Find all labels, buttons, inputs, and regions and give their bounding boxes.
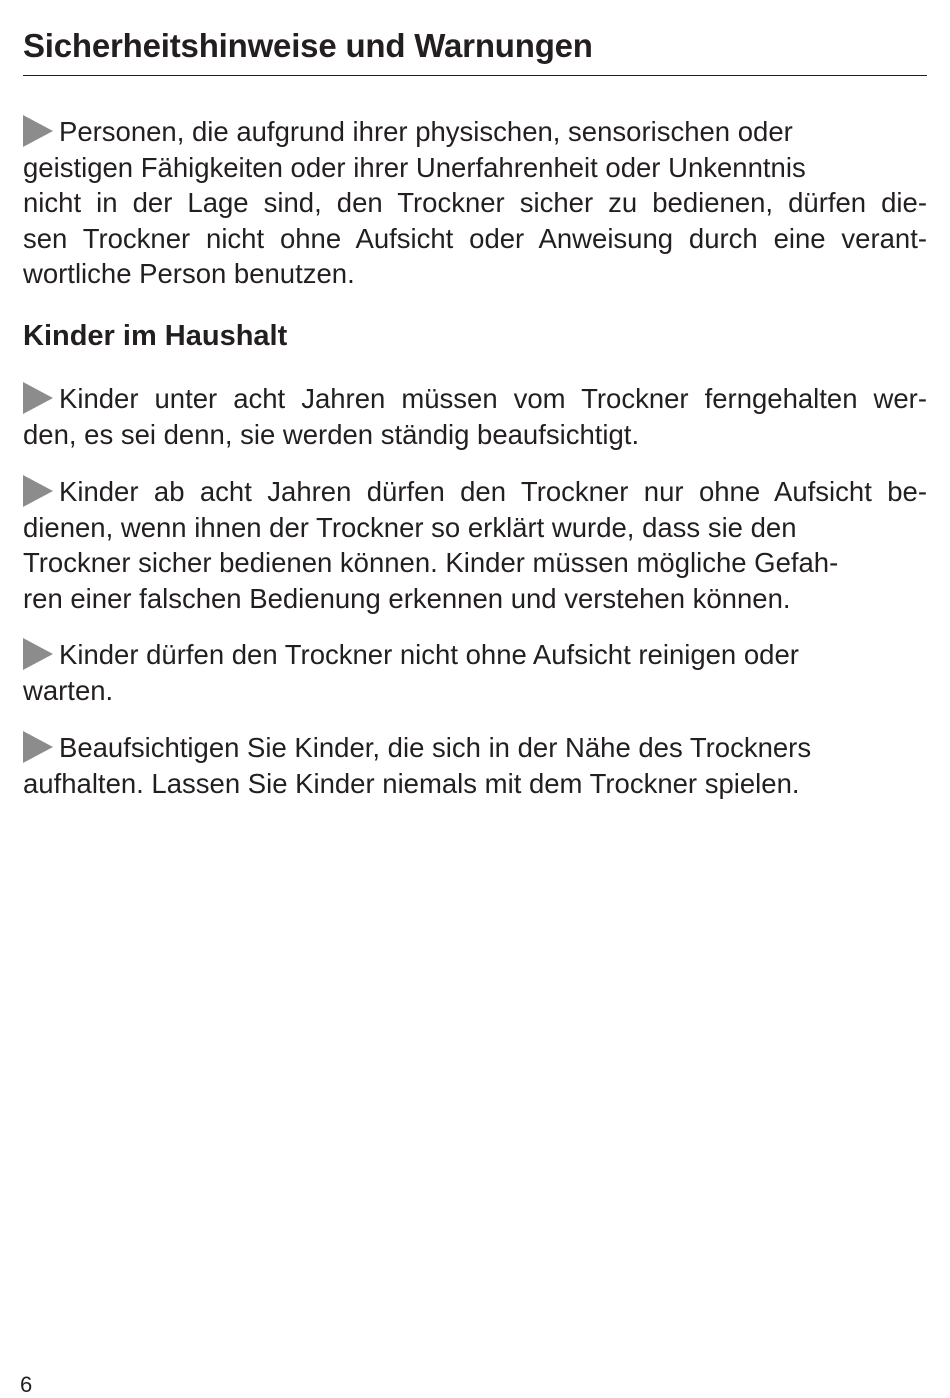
page-title: Sicherheitshinweise und Warnungen [23,27,593,64]
section-heading-kinder: Kinder im Haushalt [23,320,288,352]
paragraph-line: Kinder dürfen den Trockner nicht ohne Aufsicht reinigen oder [23,637,927,673]
warning-paragraph-kinder-2 [23,474,927,616]
paragraph-line: aufhalten. Lassen Sie Kinder niemals mit dem Trockner spielen. [23,767,800,799]
paragraph-line: wortliche Person benutzen. [23,258,355,289]
paragraph-line: sen Trockner nicht ohne Aufsicht oder Anweisung durch eine verant- [23,222,927,254]
page-number: 6 [20,1372,33,1397]
warning-paragraph-kinder-4 [23,730,927,801]
triangle-right-icon [23,382,53,414]
paragraph-line: Kinder unter acht Jahren müssen vom Trockner ferngehalten wer- [23,381,927,417]
paragraph-line: Personen, die aufgrund ihrer physischen, sensorischen oder [23,114,927,150]
paragraph-line: Trockner sicher bedienen können. Kinder müssen mögliche Gefah- [23,547,839,578]
warning-paragraph-kinder-3 [23,637,927,708]
triangle-right-icon [23,475,53,507]
paragraph-line: den, es sei denn, sie werden ständig beaufsichtigt. [23,418,640,450]
paragraph-line: ren einer falschen Bedienung erkennen und verstehen können. [23,582,791,614]
paragraph-line: nicht in der Lage sind, den Trockner sicher zu bedienen, dürfen die- [23,187,927,218]
title-divider [23,75,927,76]
paragraph-line: warten. [23,674,114,706]
triangle-right-icon [23,638,53,670]
warning-paragraph-kinder-1 [23,381,927,452]
warning-paragraph-personen [23,114,927,292]
paragraph-line: geistigen Fähigkeiten oder ihrer Unerfahrenheit oder Unkenntnis [23,151,806,183]
paragraph-line: dienen, wenn ihnen der Trockner so erklärt wurde, dass sie den [23,511,797,543]
paragraph-line: Kinder ab acht Jahren dürfen den Trockner nur ohne Aufsicht be- [23,474,927,510]
triangle-right-icon [23,115,53,147]
paragraph-line: Beaufsichtigen Sie Kinder, die sich in der Nähe des Trockners [23,730,927,766]
triangle-right-icon [23,731,53,763]
